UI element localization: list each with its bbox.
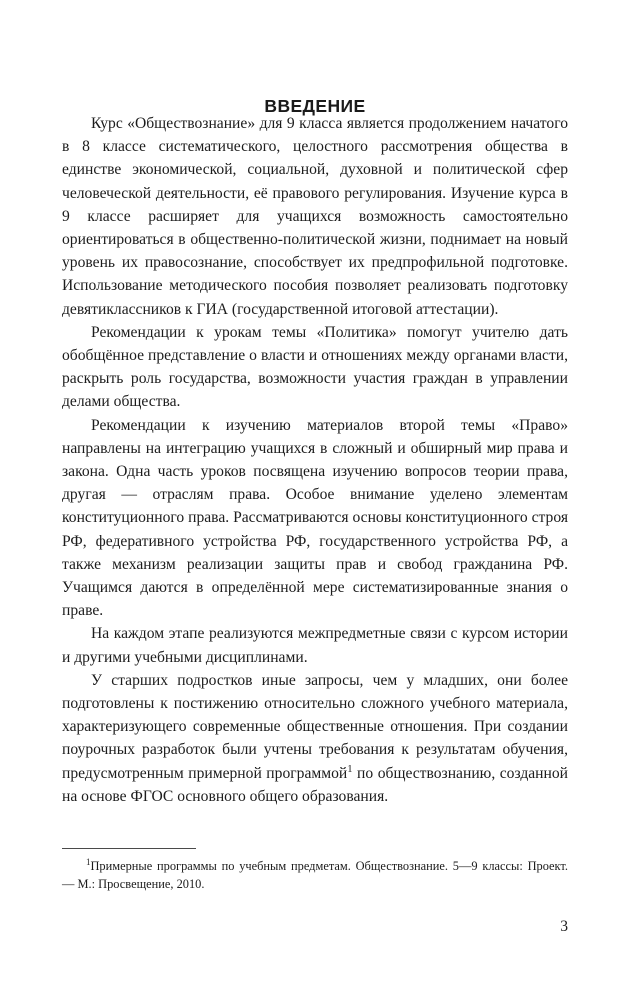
body-text-block (62, 112, 568, 808)
footnote-reference-marker[interactable]: 1 (347, 763, 353, 775)
footnote-block (62, 848, 568, 893)
paragraph-interdisciplinary: На каждом этапе реализуются межпредметные связи с курсом истории и другими учебными дисциплинами. (62, 625, 568, 666)
paragraph-older-teens (62, 669, 568, 808)
footnote-entry (62, 858, 568, 893)
page-number: 3 (560, 918, 568, 935)
page-title: ВВЕДЕНИЕ (264, 95, 366, 116)
footnote-number: 1 (86, 856, 91, 867)
footnote-separator-rule (62, 848, 196, 849)
paragraph-law-theme: Рекомендации к изучению материалов второй темы «Право» направлены на интеграцию учащихся в сложный и обширный мир права и закона. Одна часть уроков посвящена изучению вопросов теории права, другая — отраслям права. Особое внимание уделено элементам конституционного права. Рассматриваются основы конституционного строя РФ, федеративного устройства РФ, государственного устройства РФ, а также механизм реализации защиты прав и свобод гражданина РФ. Учащимся даются в определённой мере систематизированные знания о праве. (62, 416, 568, 620)
footnote-body-text: Примерные программы по учебным предметам. Обществознание. 5—9 классы: Проект. — М.: Просвещение, 2010. (62, 859, 568, 891)
paragraph-intro-course: Курс «Обществознание» для 9 класса является продолжением начатого в 8 классе систематического, целостного рассмотрения общества в единстве экономической, социальной, духовной и политической сфер человеческой деятельности, её правового регулирования. Изучение курса в 9 классе расширяет для учащихся возможность самостоятельно ориентироваться в общественно-политической жизни, поднимает на новый уровень их правосознание, способствует их предпрофильной подготовке. Использование методического пособия позволяет реализовать подготовку девятиклассников к ГИА (государственной итоговой аттестации). (62, 115, 568, 318)
paragraph-older-teens-text-after-ref: по обществознанию, созданной на основе ФГОС основного общего образования. (62, 764, 569, 805)
paragraph-politics-theme: Рекомендации к урокам темы «Политика» помогут учителю дать обобщённое представление о власти и отношениях между органами власти, раскрыть роль государства, возможности участия граждан в управлении делами общества. (62, 323, 568, 411)
paragraph-older-teens-text-before-ref: У старших подростков иные запросы, чем у младших, они более подготовлены к постижению относительно сложного учебного материала, характеризующего современные общественные отношения. При создании поурочных разработок были учтены требования к результатам обучения, предусмотренным примерной программой (62, 671, 568, 782)
